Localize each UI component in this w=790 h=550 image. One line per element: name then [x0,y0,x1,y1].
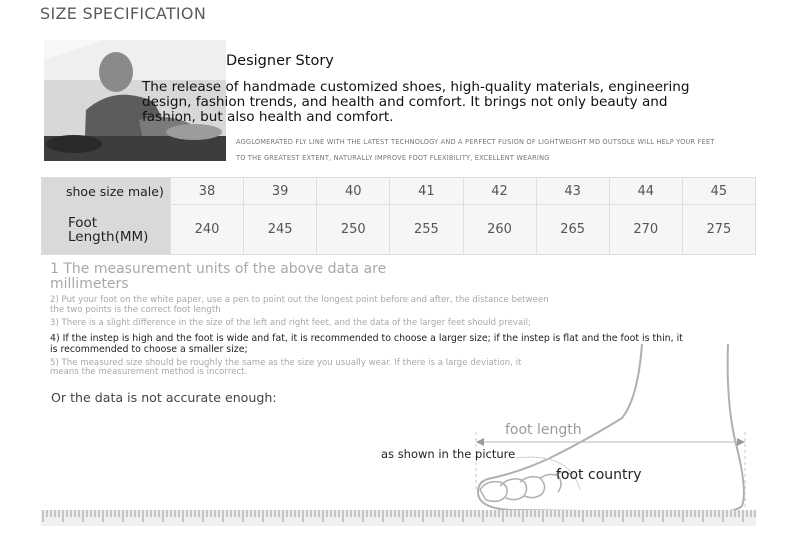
table-cell: 240 [171,205,244,255]
table-cell: 42 [463,178,536,205]
table-cell: 44 [609,178,682,205]
table-cell: 40 [317,178,390,205]
foot-length-label: foot length [505,422,582,438]
size-table [41,177,756,255]
table-row-foot-length [42,205,756,255]
table-cell: 38 [171,178,244,205]
table-cell: 275 [682,205,755,255]
table-cell: 245 [244,205,317,255]
note-4: 4) If the instep is high and the foot is wide and fat, it is recommended to choose a larger size; if the instep is flat and the foot is thin, it is recommended to choose a smaller size; [50,332,683,355]
table-cell: 250 [317,205,390,255]
fine-print-line-2: TO THE GREATEST EXTENT, NATURALLY IMPROVE FOOT FLEXIBILITY, EXCELLENT WEARING [236,154,550,162]
story-title: Designer Story [226,53,334,69]
note-1: 1 The measurement units of the above data are millimeters [50,261,387,292]
row-label-shoe-size: shoe size male) [42,178,171,205]
row-label-foot-length: Foot Length(MM) [42,205,171,255]
note-2: 2) Put your foot on the white paper, use a pen to point out the longest point before and after, the distance between the two points is the correct foot length [50,295,549,315]
page-title: SIZE SPECIFICATION [40,4,207,23]
picture-label: as shown in the picture [381,447,516,461]
note-6: Or the data is not accurate enough: [51,390,277,405]
table-cell: 260 [463,205,536,255]
table-cell: 39 [244,178,317,205]
fine-print-line-1: AGGLOMERATED FLY LINE WITH THE LATEST TECHNOLOGY AND A PERFECT FUSION OF LIGHTWEIGHT MD OUTSOLE WILL HELP YOUR FEET [236,138,715,146]
table-cell: 43 [536,178,609,205]
table-cell: 265 [536,205,609,255]
story-text: The release of handmade customized shoes, high-quality materials, engineering design, fashion trends, and health and comfort. It brings not only beauty and fashion, but also health and comfort. [142,79,690,125]
table-row-shoe-size [42,178,756,205]
note-3: 3) There is a slight difference in the size of the left and right feet, and the data of the larger feet should prevail; [50,318,531,329]
table-cell: 45 [682,178,755,205]
ruler [41,510,756,526]
note-5: 5) The measured size should be roughly the same as the size you usually wear. If there is a large deviation, it means the measurement method is incorrect. [50,357,522,378]
table-cell: 255 [390,205,463,255]
foot-country-label: foot country [556,467,642,483]
table-cell: 41 [390,178,463,205]
table-cell: 270 [609,205,682,255]
